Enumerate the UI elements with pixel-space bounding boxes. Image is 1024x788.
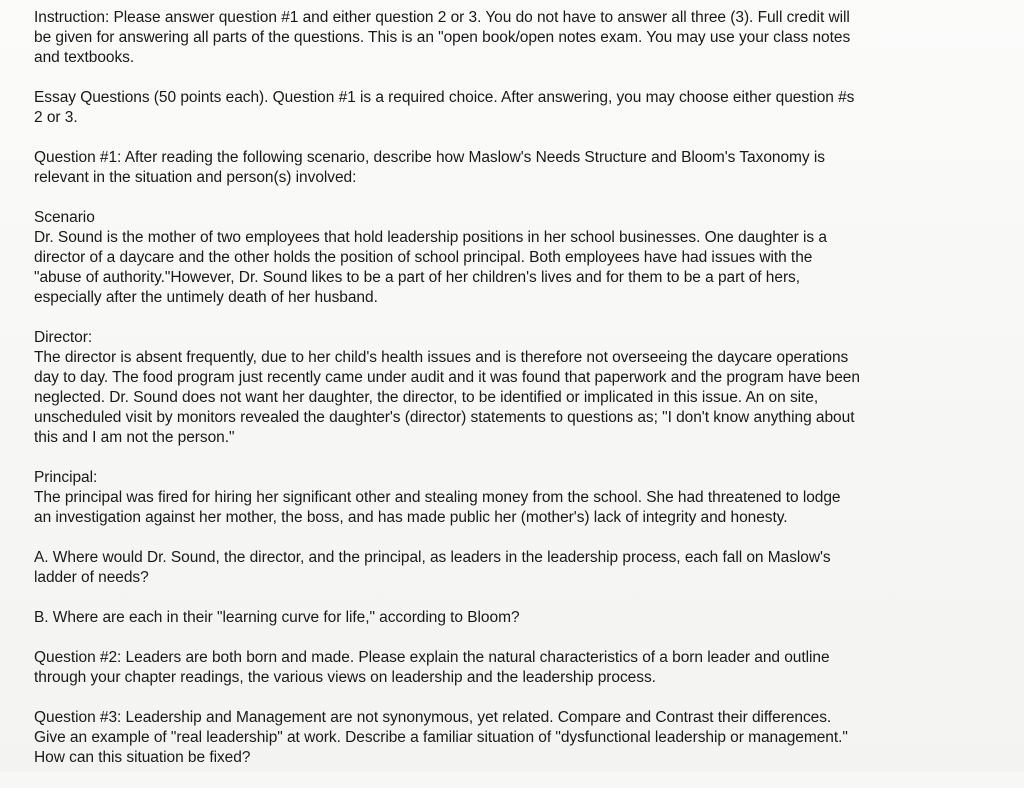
part-b-paragraph xyxy=(34,608,984,628)
text-line: and textbooks. xyxy=(34,49,135,66)
text-line: especially after the untimely death of her husband. xyxy=(34,289,378,306)
text-line: director of a daycare and the other holds the position of school principal. Both employees have had issues with the xyxy=(34,249,813,266)
text-line: Question #2: Leaders are both born and made. Please explain the natural characteristics of a born leader and outline xyxy=(34,649,830,666)
principal-heading: Principal: xyxy=(34,469,98,486)
principal-paragraph xyxy=(34,468,984,528)
text-line: How can this situation be fixed? xyxy=(34,749,251,766)
instruction-paragraph xyxy=(34,8,984,68)
text-line: be given for answering all parts of the questions. This is an "open book/open notes exam. You may use your class notes xyxy=(34,29,851,46)
text-line: Instruction: Please answer question #1 and either question 2 or 3. You do not have to answer all three (3). Full credit will xyxy=(34,9,850,26)
essay-intro-paragraph xyxy=(34,88,984,128)
question-2-paragraph xyxy=(34,648,984,688)
text-line: unscheduled visit by monitors revealed the daughter's (director) statements to questions as; "I don't know anything about xyxy=(34,409,855,426)
text-line: relevant in the situation and person(s) involved: xyxy=(34,169,357,186)
exam-text xyxy=(34,8,984,788)
text-line: through your chapter readings, the various views on leadership and the leadership process. xyxy=(34,669,656,686)
scenario-paragraph xyxy=(34,208,984,308)
text-line: neglected. Dr. Sound does not want her daughter, the director, to be identified or implicated in this issue. An on site, xyxy=(34,389,819,406)
text-line: The principal was fired for hiring her significant other and stealing money from the school. She had threatened to lodge xyxy=(34,489,841,506)
text-line: The director is absent frequently, due to her child's health issues and is therefore not overseeing the daycare operations xyxy=(34,349,849,366)
text-line: this and I am not the person." xyxy=(34,429,235,446)
question-3-paragraph xyxy=(34,708,984,768)
text-line: Dr. Sound is the mother of two employees that hold leadership positions in her school businesses. One daughter is a xyxy=(34,229,827,246)
text-line: day to day. The food program just recently came under audit and it was found that paperwork and the program have been xyxy=(34,369,860,386)
scenario-heading: Scenario xyxy=(34,209,95,226)
text-line: Question #3: Leadership and Management are not synonymous, yet related. Compare and Contrast their differences. xyxy=(34,709,832,726)
text-line: "abuse of authority."However, Dr. Sound likes to be a part of her children's lives and for them to be a part of hers, xyxy=(34,269,801,286)
part-a-paragraph xyxy=(34,548,984,588)
text-line: Essay Questions (50 points each). Question #1 is a required choice. After answering, you may choose either question #s xyxy=(34,89,855,106)
text-line: Question #1: After reading the following scenario, describe how Maslow's Needs Structure and Bloom's Taxonomy is xyxy=(34,149,825,166)
director-heading: Director: xyxy=(34,329,93,346)
text-line: A. Where would Dr. Sound, the director, and the principal, as leaders in the leadership process, each fall on Maslow's xyxy=(34,549,831,566)
text-line: Give an example of "real leadership" at work. Describe a familiar situation of "dysfunctional leadership or management." xyxy=(34,729,848,746)
text-line: B. Where are each in their "learning curve for life," according to Bloom? xyxy=(34,609,520,626)
question-1-paragraph xyxy=(34,148,984,188)
director-paragraph xyxy=(34,328,984,448)
text-line: an investigation against her mother, the boss, and has made public her (mother's) lack of integrity and honesty. xyxy=(34,509,788,526)
text-line: 2 or 3. xyxy=(34,109,78,126)
text-line: ladder of needs? xyxy=(34,569,149,586)
